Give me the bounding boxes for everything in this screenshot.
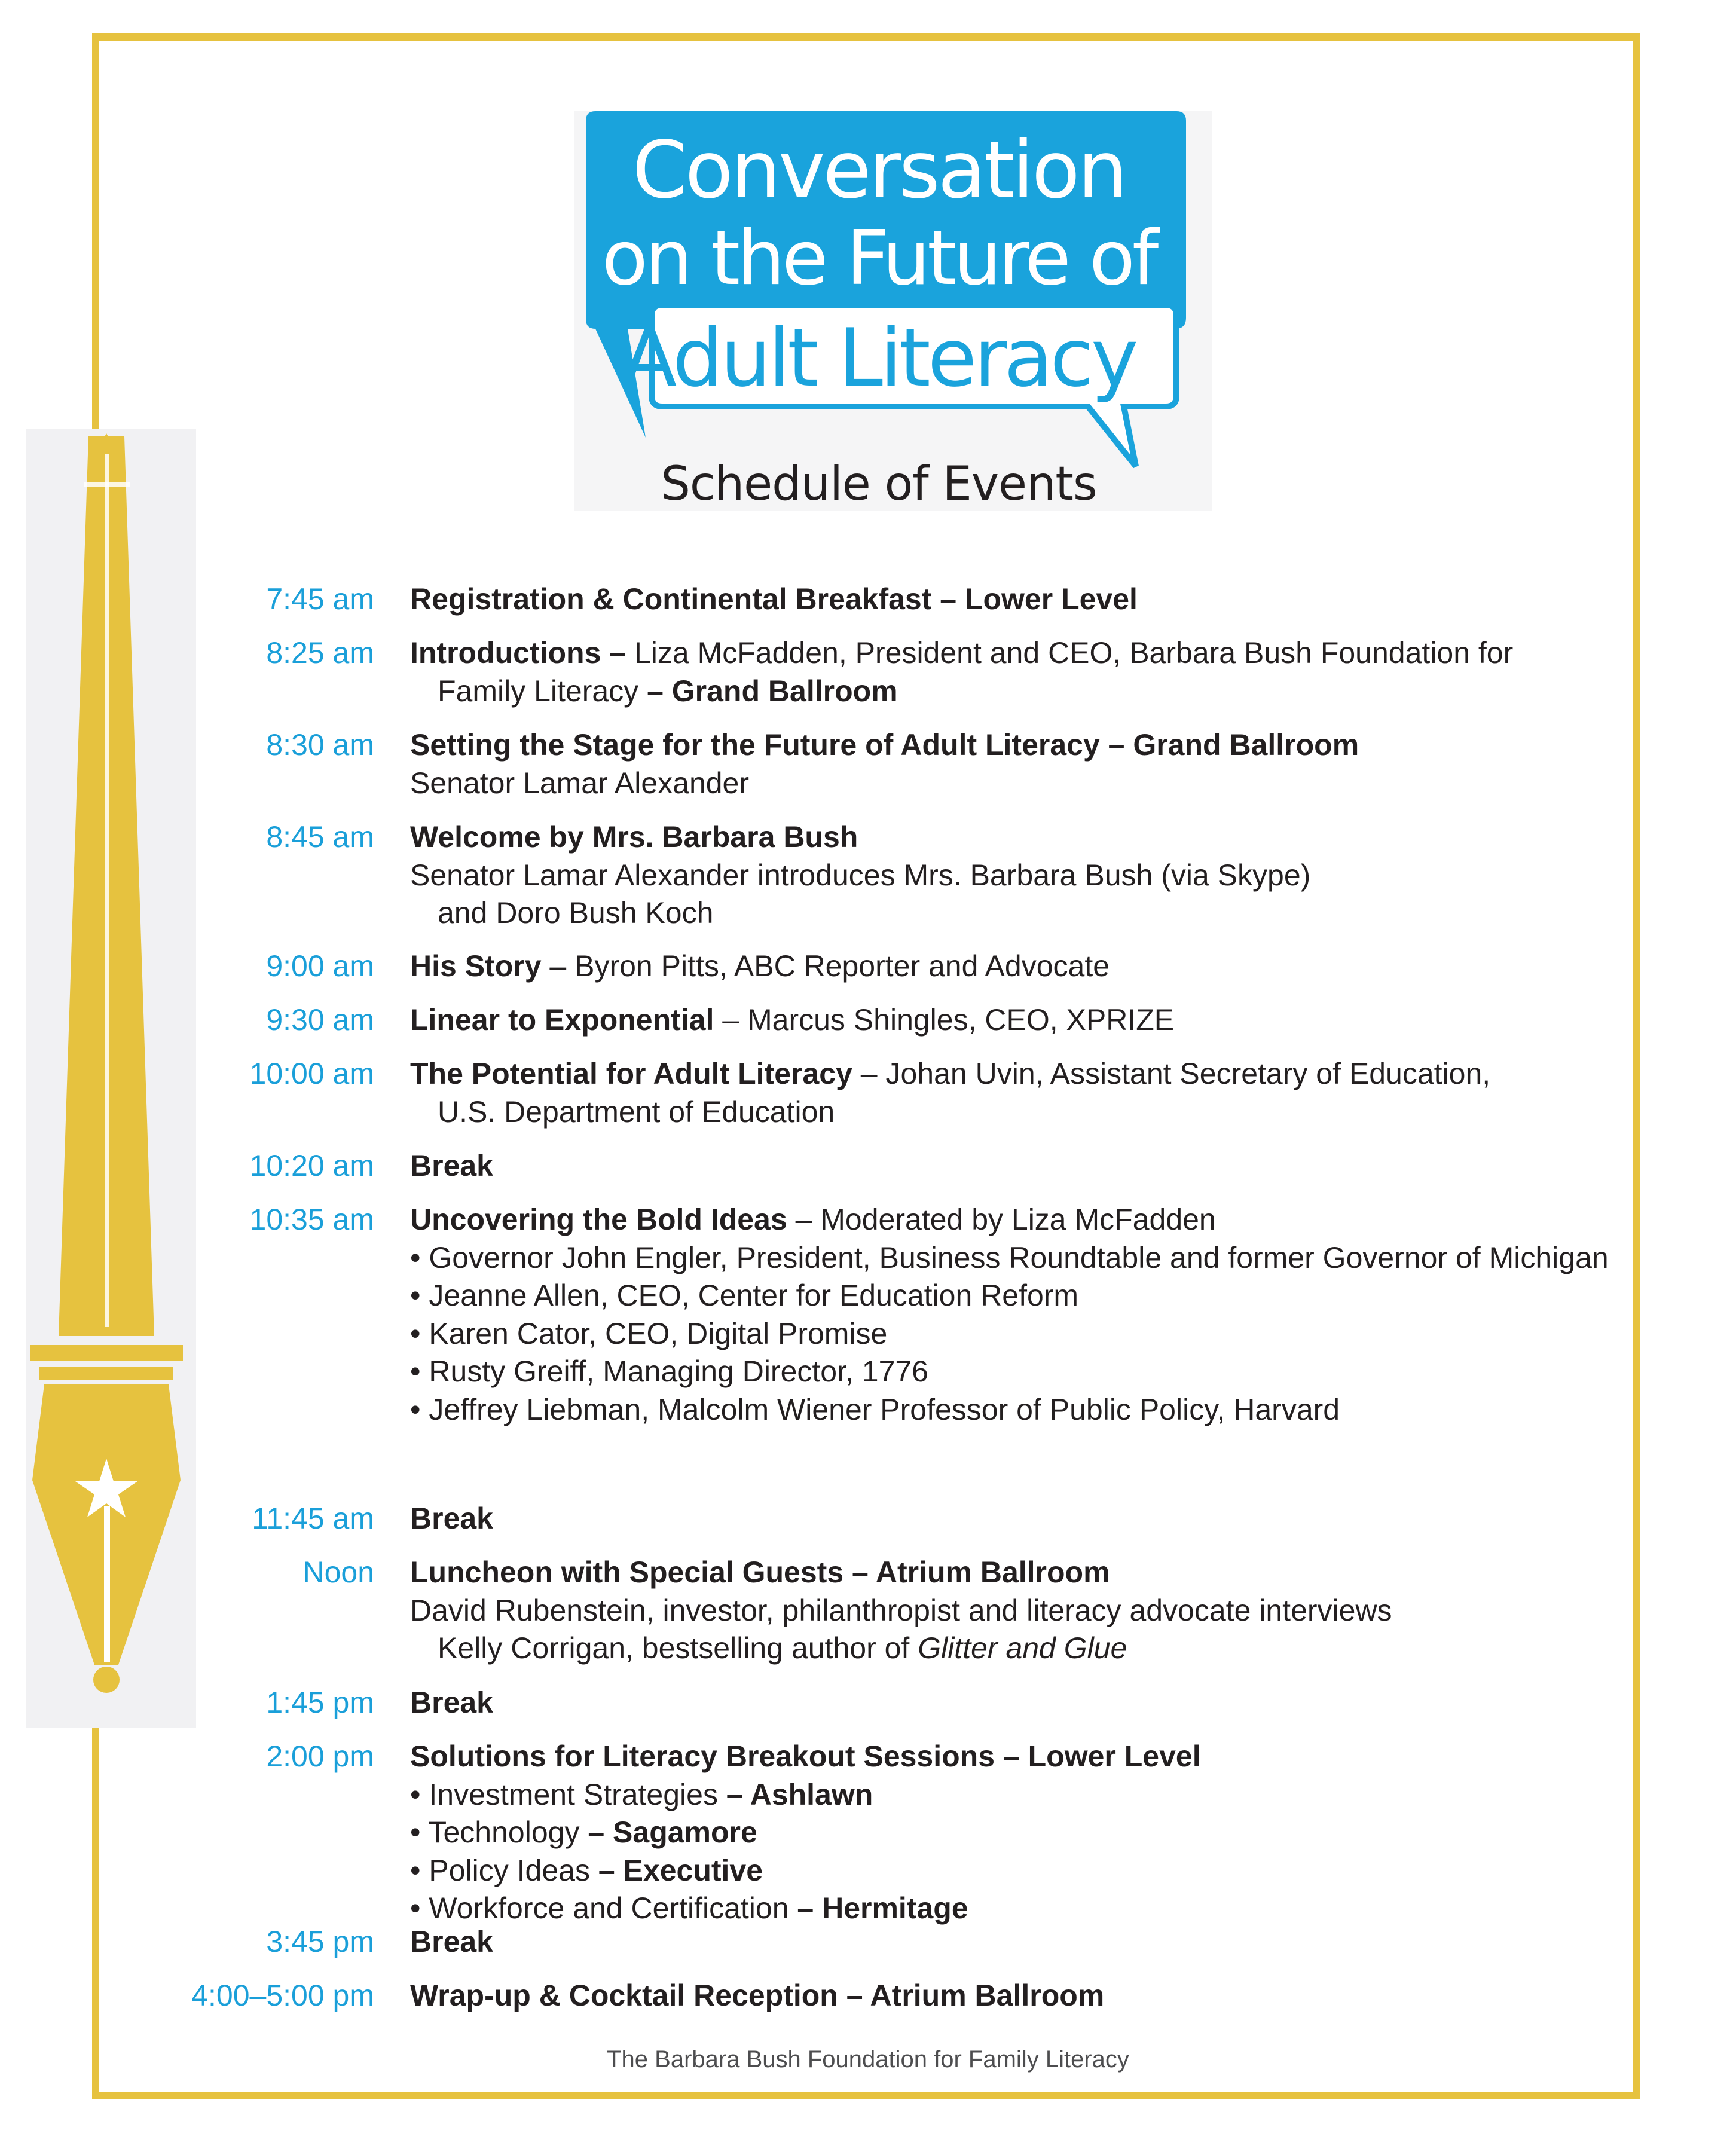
schedule-line	[410, 1813, 757, 1851]
schedule-text: His Story	[410, 949, 542, 983]
schedule-text: and Doro Bush Koch	[438, 896, 714, 930]
schedule-text: • Governor John Engler, President, Business Roundtable and former Governor of Michigan	[410, 1240, 1609, 1274]
schedule-line	[410, 1553, 1110, 1591]
footer-text: The Barbara Bush Foundation for Family Literacy	[607, 2046, 1129, 2073]
schedule-text: • Karen Cator, CEO, Digital Promise	[410, 1316, 888, 1350]
schedule-line	[410, 1851, 763, 1890]
schedule-text: Family Literacy	[438, 674, 647, 708]
schedule-line	[438, 894, 713, 932]
schedule-line	[410, 1737, 1201, 1775]
schedule-text: Solutions for Literacy Breakout Sessions – Lower Level	[410, 1740, 1201, 1773]
schedule-time: 8:45 am	[266, 820, 374, 854]
schedule-text: • Technology	[410, 1815, 588, 1849]
schedule-text: Introductions –	[410, 636, 626, 670]
schedule-text: – Johan Uvin, Assistant Secretary of Education,	[852, 1057, 1491, 1090]
page-subtitle: Schedule of Events	[661, 457, 1097, 511]
schedule-text: Luncheon with Special Guests – Atrium Ballroom	[410, 1555, 1110, 1589]
schedule-text: • Investment Strategies	[410, 1777, 726, 1811]
schedule-time: 9:00 am	[266, 949, 374, 983]
schedule-text: Uncovering the Bold Ideas	[410, 1203, 787, 1236]
fountain-pen-icon	[18, 418, 197, 1734]
schedule-text: U.S. Department of Education	[438, 1095, 835, 1129]
schedule-line	[410, 856, 1310, 894]
schedule-text: Glitter and Glue	[918, 1631, 1127, 1665]
schedule-text: Setting the Stage for the Future of Adult Literacy – Grand Ballroom	[410, 728, 1359, 762]
schedule-text: Linear to Exponential	[410, 1003, 714, 1037]
schedule-line	[410, 1775, 873, 1814]
schedule-text: – Marcus Shingles, CEO, XPRIZE	[714, 1003, 1175, 1037]
schedule-text: Registration & Continental Breakfast – Lower Level	[410, 582, 1138, 616]
schedule-time: 1:45 pm	[266, 1686, 374, 1719]
schedule-line	[410, 1001, 1174, 1039]
schedule-text: – Executive	[598, 1853, 763, 1887]
schedule-text: Break	[410, 1686, 493, 1719]
schedule-line	[410, 1390, 1340, 1429]
logo-title-line3: Adult Literacy	[622, 311, 1136, 405]
schedule-text: – Ashlawn	[726, 1777, 873, 1811]
schedule-line	[410, 1054, 1490, 1093]
schedule-text: Break	[410, 1925, 493, 1958]
schedule-line	[410, 580, 1138, 618]
schedule-line	[410, 1591, 1392, 1630]
schedule-line	[438, 1093, 835, 1131]
schedule-text: • Jeffrey Liebman, Malcolm Wiener Professor of Public Policy, Harvard	[410, 1392, 1340, 1426]
logo-title-line1: Conversation	[632, 124, 1126, 216]
schedule-time: 2:00 pm	[266, 1740, 374, 1773]
schedule-text: Wrap-up & Cocktail Reception – Atrium Ballroom	[410, 1979, 1105, 2012]
schedule-time: 10:00 am	[249, 1057, 374, 1090]
schedule-text: The Potential for Adult Literacy	[410, 1057, 852, 1090]
schedule-line	[410, 634, 1513, 672]
schedule-time: 9:30 am	[266, 1003, 374, 1037]
schedule-text: Senator Lamar Alexander	[410, 766, 750, 800]
schedule-line	[410, 1499, 493, 1537]
schedule-text: • Rusty Greiff, Managing Director, 1776	[410, 1355, 928, 1388]
schedule-text: Break	[410, 1149, 493, 1182]
schedule-time: 11:45 am	[252, 1502, 374, 1535]
schedule-time: 10:35 am	[249, 1203, 374, 1236]
schedule-text: • Policy Ideas	[410, 1853, 598, 1887]
schedule-text: • Jeanne Allen, CEO, Center for Education Reform	[410, 1279, 1079, 1312]
schedule-line	[410, 726, 1359, 764]
schedule-text: Break	[410, 1502, 493, 1535]
schedule-line	[410, 1683, 493, 1722]
schedule-line	[410, 1889, 968, 1927]
schedule-text: David Rubenstein, investor, philanthropist and literacy advocate interviews	[410, 1593, 1392, 1627]
schedule-text: • Workforce and Certification	[410, 1891, 797, 1925]
schedule-line	[410, 1276, 1078, 1315]
schedule-line	[410, 1315, 887, 1353]
schedule-line	[410, 1147, 493, 1185]
schedule-line	[410, 818, 858, 856]
schedule-time: 8:30 am	[266, 728, 374, 762]
schedule-text: Welcome by Mrs. Barbara Bush	[410, 820, 858, 854]
schedule-text: Kelly Corrigan, bestselling author of	[438, 1631, 918, 1665]
schedule-text: – Moderated by Liza McFadden	[787, 1203, 1216, 1236]
schedule-line	[438, 672, 898, 710]
schedule-time: 10:20 am	[249, 1149, 374, 1182]
schedule-line	[410, 947, 1110, 985]
schedule-line	[410, 1922, 493, 1961]
schedule-text: – Sagamore	[588, 1815, 757, 1849]
schedule-time: 7:45 am	[266, 582, 374, 616]
schedule-text: Liza McFadden, President and CEO, Barbara Bush Foundation for	[626, 636, 1514, 670]
schedule-text: Senator Lamar Alexander introduces Mrs. Barbara Bush (via Skype)	[410, 858, 1311, 892]
schedule-time: Noon	[302, 1555, 374, 1589]
schedule-text: – Grand Ballroom	[647, 674, 898, 708]
schedule-time: 4:00–5:00 pm	[191, 1979, 374, 2012]
schedule-line	[410, 1976, 1104, 2015]
schedule-line	[410, 1200, 1216, 1239]
schedule-line	[410, 1352, 928, 1390]
schedule-text: – Byron Pitts, ABC Reporter and Advocate	[541, 949, 1110, 983]
schedule-time: 3:45 pm	[266, 1925, 374, 1958]
schedule-line	[438, 1629, 1127, 1667]
logo-title-line2: on the Future of	[601, 214, 1156, 302]
schedule-text: – Hermitage	[797, 1891, 968, 1925]
schedule-line	[410, 764, 749, 802]
schedule-time: 8:25 am	[266, 636, 374, 670]
schedule-line	[410, 1239, 1609, 1277]
